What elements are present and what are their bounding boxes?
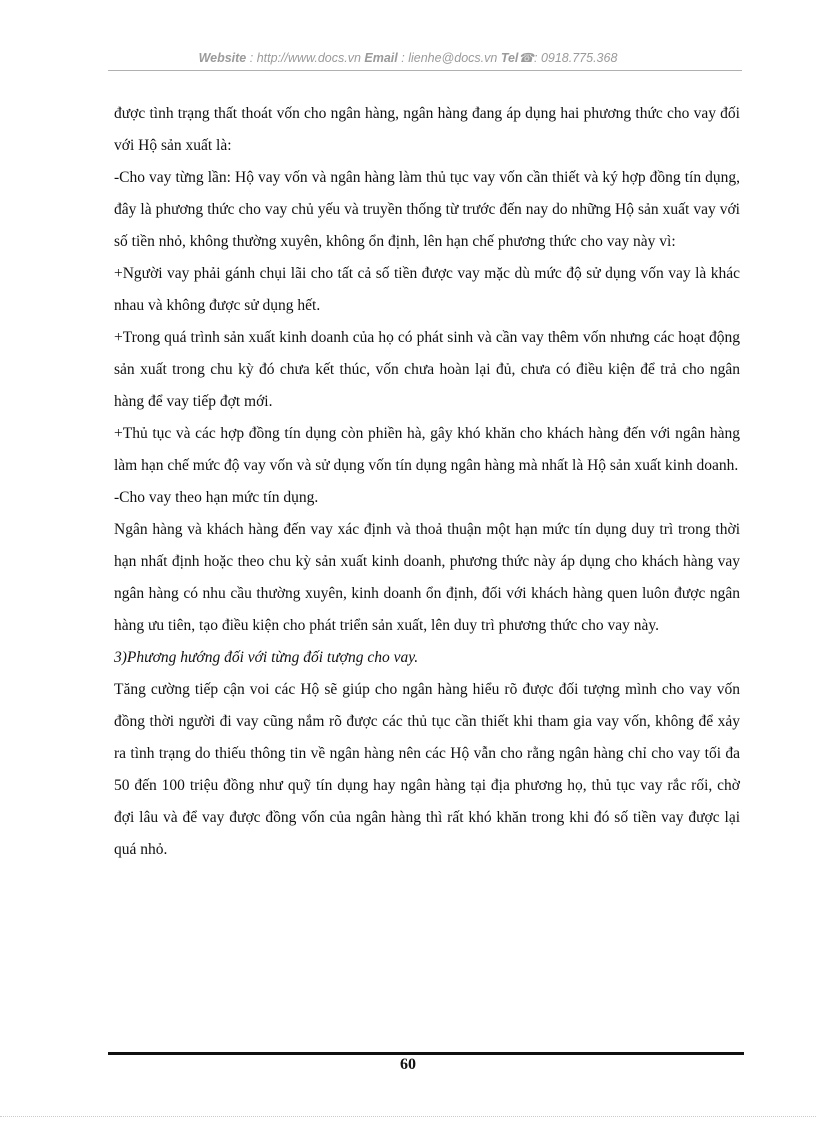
- header-divider: [108, 70, 742, 71]
- tel-label: Tel: [500, 51, 519, 65]
- email-label: Email: [364, 51, 398, 65]
- paragraph: -Cho vay theo hạn mức tín dụng.: [114, 489, 319, 506]
- paragraph: được tình trạng thất thoát vốn cho ngân hàng, ngân hàng đang áp dụng hai phương thức cho vay đối với Hộ sản xuất là:: [114, 105, 740, 154]
- section-heading: 3)Phương hướng đối với từng đối tượng cho vay.: [114, 649, 419, 666]
- page-header: [0, 50, 816, 65]
- website-label: Website: [198, 51, 247, 65]
- document-body: [114, 98, 740, 866]
- tel-value: : 0918.775.368: [534, 51, 618, 65]
- email-value: : lienhe@docs.vn: [401, 51, 498, 65]
- footer-divider: [108, 1052, 744, 1055]
- paragraph: +Trong quá trình sản xuất kinh doanh của họ có phát sinh và cần vay thêm vốn nhưng các hoạt động sản xuất trong chu kỳ đó chưa kết thúc, vốn chưa hoàn lại đủ, chưa có điều kiện để trả cho ngân hàng để vay tiếp đợt mới.: [114, 329, 740, 410]
- paragraph: +Thủ tục và các hợp đồng tín dụng còn phiền hà, gây khó khăn cho khách hàng đến với ngân hàng làm hạn chế mức độ vay vốn và sử dụng vốn tín dụng ngân hàng mà nhất là Hộ sản xuất kinh doanh.: [114, 425, 740, 474]
- page-edge: [0, 1116, 816, 1117]
- paragraph: -Cho vay từng lần: Hộ vay vốn và ngân hàng làm thủ tục vay vốn cần thiết và ký hợp đồng tín dụng, đây là phương thức cho vay chủ yếu và truyền thống từ trước đến nay do những Hộ sản xuất vay với số tiền nhỏ, không thường xuyên, không ổn định, lên hạn chế phương thức cho vay này vì:: [114, 169, 740, 250]
- phone-icon: ☎: [518, 51, 534, 65]
- paragraph: Tăng cường tiếp cận voi các Hộ sẽ giúp cho ngân hàng hiểu rõ được đối tượng mình cho vay vốn đồng thời người đi vay cũng nắm rõ được các thủ tục cần thiết khi tham gia vay vốn, không để xảy ra tình trạng do thiếu thông tin về ngân hàng nên các Hộ vẫn cho rằng ngân hàng chỉ cho vay tối đa 50 đến 100 triệu đồng như quỹ tín dụng hay ngân hàng tại địa phương họ, thủ tục vay rắc rối, chờ đợi lâu và để vay được đồng vốn của ngân hàng thì rất khó khăn trong khi đó số tiền vay được lại quá nhỏ.: [114, 681, 740, 858]
- website-value: : http://www.docs.vn: [249, 51, 361, 65]
- paragraph: +Người vay phải gánh chụi lãi cho tất cả số tiền được vay mặc dù mức độ sử dụng vốn vay là khác nhau và không được sử dụng hết.: [114, 265, 740, 314]
- paragraph: Ngân hàng và khách hàng đến vay xác định và thoả thuận một hạn mức tín dụng duy trì trong thời hạn nhất định hoặc theo chu kỳ sản xuất kinh doanh, phương thức này áp dụng cho khách hàng vay ngân hàng có nhu cầu thường xuyên, kinh doanh ổn định, đối với khách hàng quen luôn được ngân hàng ưu tiên, tạo điều kiện cho phát triển sản xuất, lên duy trì phương thức cho vay này.: [114, 521, 740, 634]
- page-number: 60: [400, 1056, 416, 1073]
